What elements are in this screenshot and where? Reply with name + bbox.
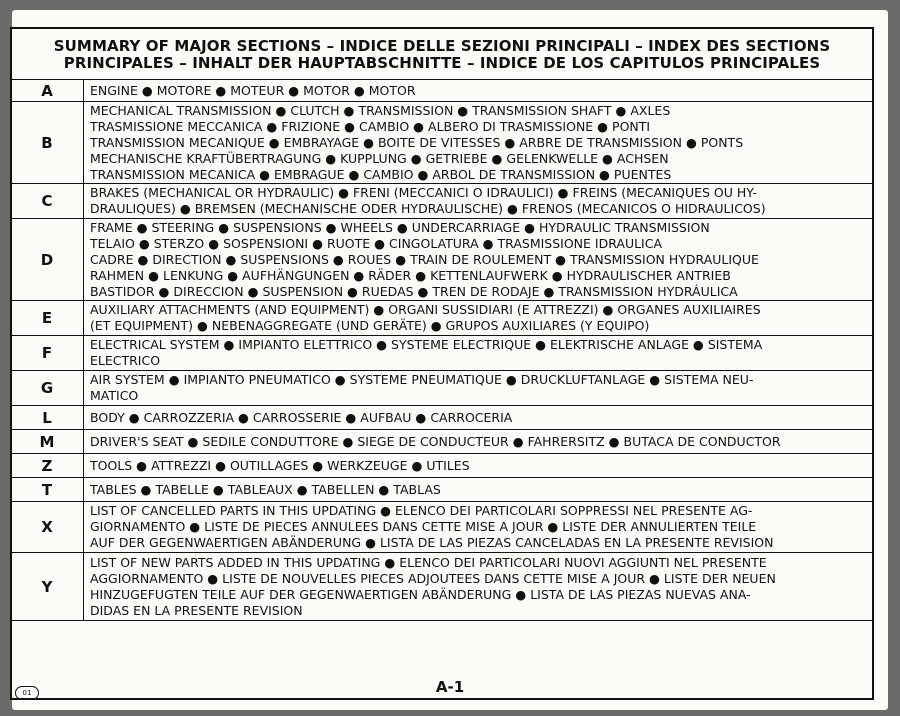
section-description-line: TRANSMISSION MECANIQUE ● EMBRAYAGE ● BOITE DE VITESSES ● ARBRE DE TRANSMISSION ● PONTS (90, 134, 744, 150)
section-description (84, 102, 874, 184)
section-description-line: BODY ● CARROZZERIA ● CARROSSERIE ● AUFBAU ● CARROCERIA (90, 409, 513, 425)
page-title (10, 38, 874, 72)
section-description-line: DRIVER'S SEAT ● SEDILE CONDUTTORE ● SIEGE DE CONDUCTEUR ● FAHRERSITZ ● BUTACA DE CONDUCTOR (90, 433, 781, 449)
section-description (84, 219, 874, 301)
section-letter: X (11, 502, 84, 553)
section-description-line: AIR SYSTEM ● IMPIANTO PNEUMATICO ● SYSTEME PNEUMATIQUE ● DRUCKLUFTANLAGE ● SISTEMA NEU- (90, 372, 754, 387)
section-row (11, 102, 874, 184)
section-letter: D (11, 219, 84, 301)
section-row (11, 553, 874, 621)
section-row (11, 502, 874, 553)
section-letter: F (11, 336, 84, 371)
section-description (84, 80, 874, 102)
section-letter: Z (11, 454, 84, 478)
title-line-2: PRINCIPALES – INHALT DER HAUPTABSCHNITTE – INDICE DE LOS CAPITULOS PRINCIPALES (63, 54, 821, 72)
section-description-line: (ET EQUIPMENT) ● NEBENAGGREGATE (UND GERÄTE) ● GRUPOS AUXILIARES (Y EQUIPO) (90, 318, 650, 333)
section-row (11, 301, 874, 336)
section-row (11, 430, 874, 454)
section-description (84, 454, 874, 478)
section-row (11, 371, 874, 406)
section-description-line: LIST OF CANCELLED PARTS IN THIS UPDATING ● ELENCO DEI PARTICOLARI SOPPRESSI NEL PRESENTE AG- (90, 503, 753, 518)
section-description (84, 553, 874, 621)
section-description-line: BRAKES (MECHANICAL OR HYDRAULIC) ● FRENI (MECCANICI O IDRAULICI) ● FREINS (MECANIQUES OU HY- (90, 185, 757, 200)
section-description-line: LIST OF NEW PARTS ADDED IN THIS UPDATING ● ELENCO DEI PARTICOLARI NUOVI AGGIUNTI NEL PRESENTE (90, 554, 767, 570)
section-letter: M (11, 430, 84, 454)
section-description-line: TELAIO ● STERZO ● SOSPENSIONI ● RUOTE ● CINGOLATURA ● TRASMISSIONE IDRAULICA (90, 235, 663, 251)
section-description (84, 184, 874, 219)
section-description (84, 406, 874, 430)
section-letter: L (11, 406, 84, 430)
section-row (11, 80, 874, 102)
section-description-line: HINZUGEFUGTEN TEILE AUF DER GEGENWAERTIGEN ABÄNDERUNG ● LISTA DE LAS PIEZAS NUEVAS ANA- (90, 586, 751, 602)
section-description (84, 371, 874, 406)
title-line-1: SUMMARY OF MAJOR SECTIONS – INDICE DELLE SEZIONI PRINCIPALI – INDEX DES SECTIONS (53, 37, 831, 55)
section-row (11, 406, 874, 430)
section-letter: G (11, 371, 84, 406)
section-description (84, 301, 874, 336)
section-description (84, 430, 874, 454)
section-description-line: TRASMISSIONE MECCANICA ● FRIZIONE ● CAMBIO ● ALBERO DI TRASMISSIONE ● PONTI (90, 118, 651, 134)
section-description-line: GIORNAMENTO ● LISTE DE PIECES ANNULEES DANS CETTE MISE A JOUR ● LISTE DER ANNULIERTEN TEILE (90, 519, 757, 534)
section-letter: Y (11, 553, 84, 621)
section-letter: T (11, 478, 84, 502)
section-letter: B (11, 102, 84, 184)
section-description-line: DRAULIQUES) ● BREMSEN (MECHANISCHE ODER HYDRAULISCHE) ● FRENOS (MECANICOS O HIDRAULICOS) (90, 201, 766, 216)
section-description-line: ELECTRICO (90, 353, 161, 368)
section-description-line: TABLES ● TABELLE ● TABLEAUX ● TABELLEN ● TABLAS (90, 481, 441, 497)
page-number: A-1 (435, 678, 465, 696)
section-description-line: TRANSMISSION MECANICA ● EMBRAGUE ● CAMBIO ● ARBOL DE TRANSMISSION ● PUENTES (90, 166, 672, 182)
section-letter: E (11, 301, 84, 336)
section-description-line: TOOLS ● ATTREZZI ● OUTILLAGES ● WERKZEUGE ● UTILES (90, 457, 470, 473)
section-row (11, 478, 874, 502)
section-description-line: ENGINE ● MOTORE ● MOTEUR ● MOTOR ● MOTOR (90, 82, 416, 98)
section-description-line: RAHMEN ● LENKUNG ● AUFHÄNGUNGEN ● RÄDER ● KETTENLAUFWERK ● HYDRAULISCHER ANTRIEB (90, 267, 731, 283)
section-description-line: BASTIDOR ● DIRECCION ● SUSPENSION ● RUEDAS ● TREN DE RODAJE ● TRANSMISSION HYDRÁULICA (90, 283, 738, 299)
section-row (11, 336, 874, 371)
section-description (84, 502, 874, 553)
section-description-line: AGGIORNAMENTO ● LISTE DE NOUVELLES PIECES ADJOUTEES DANS CETTE MISE A JOUR ● LISTE DER NEUEN (90, 570, 776, 586)
section-description-line: CADRE ● DIRECTION ● SUSPENSIONS ● ROUES ● TRAIN DE ROULEMENT ● TRANSMISSION HYDRAULIQUE (90, 251, 759, 267)
section-row (11, 454, 874, 478)
section-description-line: MATICO (90, 388, 139, 403)
corner-mark: 01 (15, 686, 39, 700)
section-description (84, 478, 874, 502)
section-row (11, 184, 874, 219)
section-description-line: AUF DER GEGENWAERTIGEN ABÄNDERUNG ● LISTA DE LAS PIEZAS CANCELADAS EN LA PRESENTE REVISION (90, 535, 774, 550)
section-letter: A (11, 80, 84, 102)
section-description-line: AUXILIARY ATTACHMENTS (AND EQUIPMENT) ● ORGANI SUSSIDIARI (E ATTREZZI) ● ORGANES AUXILIAIRES (90, 302, 761, 317)
sections-table (10, 79, 874, 621)
section-letter: C (11, 184, 84, 219)
section-description (84, 336, 874, 371)
section-description-line: ELECTRICAL SYSTEM ● IMPIANTO ELETTRICO ● SYSTEME ELECTRIQUE ● ELEKTRISCHE ANLAGE ● SISTEMA (90, 337, 763, 352)
section-description-line: FRAME ● STEERING ● SUSPENSIONS ● WHEELS ● UNDERCARRIAGE ● HYDRAULIC TRANSMISSION (90, 219, 710, 235)
section-row (11, 219, 874, 301)
section-description-line: MECHANISCHE KRAFTÜBERTRAGUNG ● KUPPLUNG ● GETRIEBE ● GELENKWELLE ● ACHSEN (90, 150, 669, 166)
section-description-line: MECHANICAL TRANSMISSION ● CLUTCH ● TRANSMISSION ● TRANSMISSION SHAFT ● AXLES (90, 102, 671, 118)
section-description-line: DIDAS EN LA PRESENTE REVISION (90, 602, 303, 618)
